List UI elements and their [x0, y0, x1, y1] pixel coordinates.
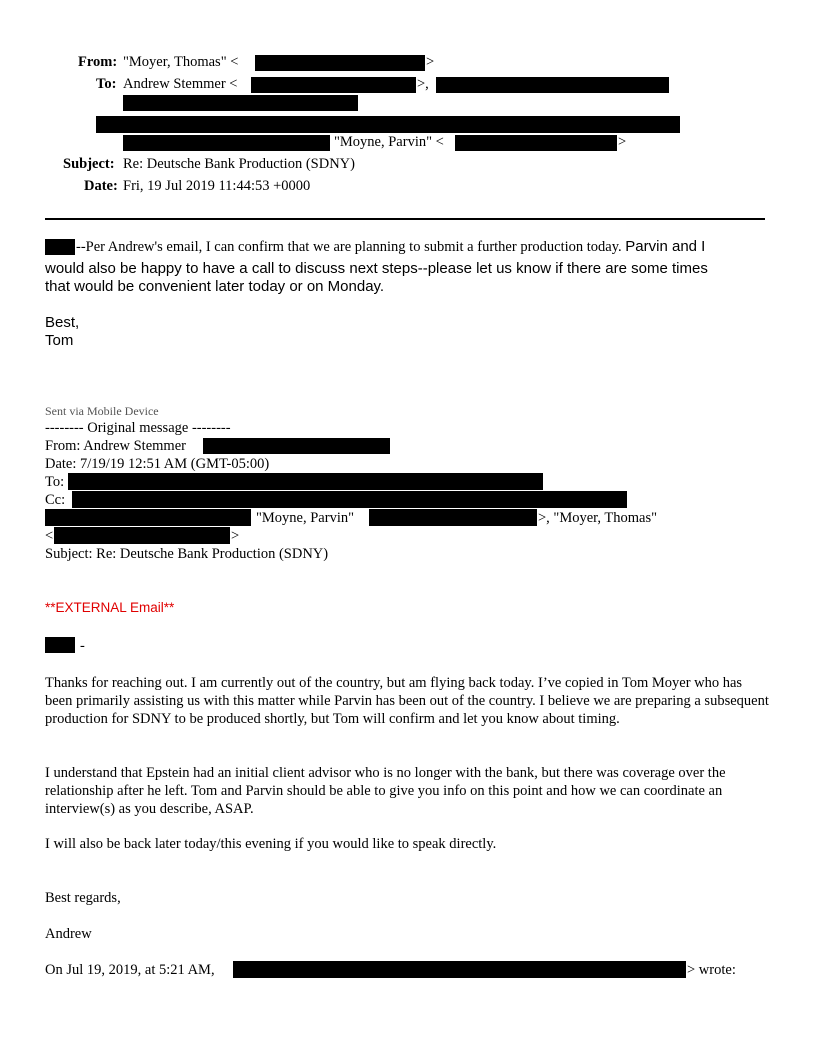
original-gt: > [231, 528, 240, 544]
date-label: Date: [84, 178, 118, 194]
redaction-body-greeting [45, 637, 75, 653]
subject-label: Subject: [63, 156, 115, 172]
to-close: >, [417, 76, 429, 92]
body-paragraph-3: I will also be back later today/this evening if you would like to speak directly. [45, 836, 497, 852]
redaction-from-email [255, 55, 425, 71]
reply-name: Tom [45, 332, 74, 349]
redaction-wrote-sender [233, 961, 686, 978]
redaction-greeting [45, 239, 75, 255]
from-name: "Moyer, Thomas" < [123, 54, 239, 70]
redaction-original-moyne [369, 509, 537, 526]
redaction-moyne-email [455, 135, 617, 151]
reply-line-2: would also be happy to have a call to discuss next steps--please let us know if there are some times [45, 260, 708, 277]
subject-value: Re: Deutsche Bank Production (SDNY) [123, 156, 355, 172]
body-signature: Andrew [45, 926, 92, 942]
original-cc: Cc: [45, 492, 66, 508]
original-moyne: "Moyne, Parvin" [256, 510, 355, 526]
body-paragraph-1: Thanks for reaching out. I am currently out of the country, but am flying back today. I’ve copied in Tom Moyer who has been primarily assisting us with this matter while Parvin has been out of the country. I believe we are preparing a subsequent production for SDNY to be produced shortly, but Tom will confirm and let you know about timing. [45, 675, 769, 727]
reply-line-3: that would be convenient later today or on Monday. [45, 278, 385, 295]
redaction-original-cc [72, 491, 627, 508]
reply-line-1-serif: --Per Andrew's email, I can confirm that we are planning to submit a further production today. [76, 239, 626, 255]
redaction-to-3 [123, 95, 358, 111]
greeting-dash: - [80, 638, 85, 654]
original-divider: -------- Original message -------- [45, 420, 231, 436]
redaction-original-from [203, 438, 390, 454]
original-lt: < [45, 528, 54, 544]
from-label: From: [78, 54, 118, 70]
date-value: Fri, 19 Jul 2019 11:44:53 +0000 [123, 178, 311, 194]
external-email-tag: **EXTERNAL Email** [45, 600, 175, 615]
wrote-suffix: > wrote: [687, 962, 736, 978]
original-moyer: >, "Moyer, Thomas" [538, 510, 658, 526]
reply-signoff: Best, [45, 314, 80, 331]
original-from: From: Andrew Stemmer [45, 438, 186, 454]
body-paragraph-2: I understand that Epstein had an initial client advisor who is no longer with the bank, but there was coverage over the relationship after he left. Tom and Parvin should be able to give you info on this point and how we can coordinate an interview(s) as you describe, ASAP. [45, 765, 726, 817]
sent-via: Sent via Mobile Device [45, 404, 159, 418]
redaction-cc-line [96, 116, 680, 133]
original-to: To: [45, 474, 65, 490]
from-close: > [426, 54, 435, 70]
to-name: Andrew Stemmer < [123, 76, 238, 92]
cc-moyne-name: "Moyne, Parvin" < [334, 134, 444, 150]
redaction-original-cc2 [45, 509, 251, 526]
reply-line-1 [76, 238, 705, 256]
wrote-prefix: On Jul 19, 2019, at 5:21 AM, [45, 962, 215, 978]
original-date: Date: 7/19/19 12:51 AM (GMT-05:00) [45, 456, 270, 472]
redaction-cc-line2 [123, 135, 330, 151]
body-closing: Best regards, [45, 890, 121, 906]
original-subject: Subject: Re: Deutsche Bank Production (SDNY) [45, 546, 329, 562]
redaction-to-2 [436, 77, 669, 93]
redaction-original-moyer [54, 527, 230, 544]
reply-line-1-sans: Parvin and I [625, 238, 706, 255]
cc-moyne-close: > [618, 134, 627, 150]
to-label: To: [96, 76, 117, 92]
redaction-to-email [251, 77, 416, 93]
header-divider [45, 218, 765, 220]
redaction-original-to [68, 473, 543, 490]
